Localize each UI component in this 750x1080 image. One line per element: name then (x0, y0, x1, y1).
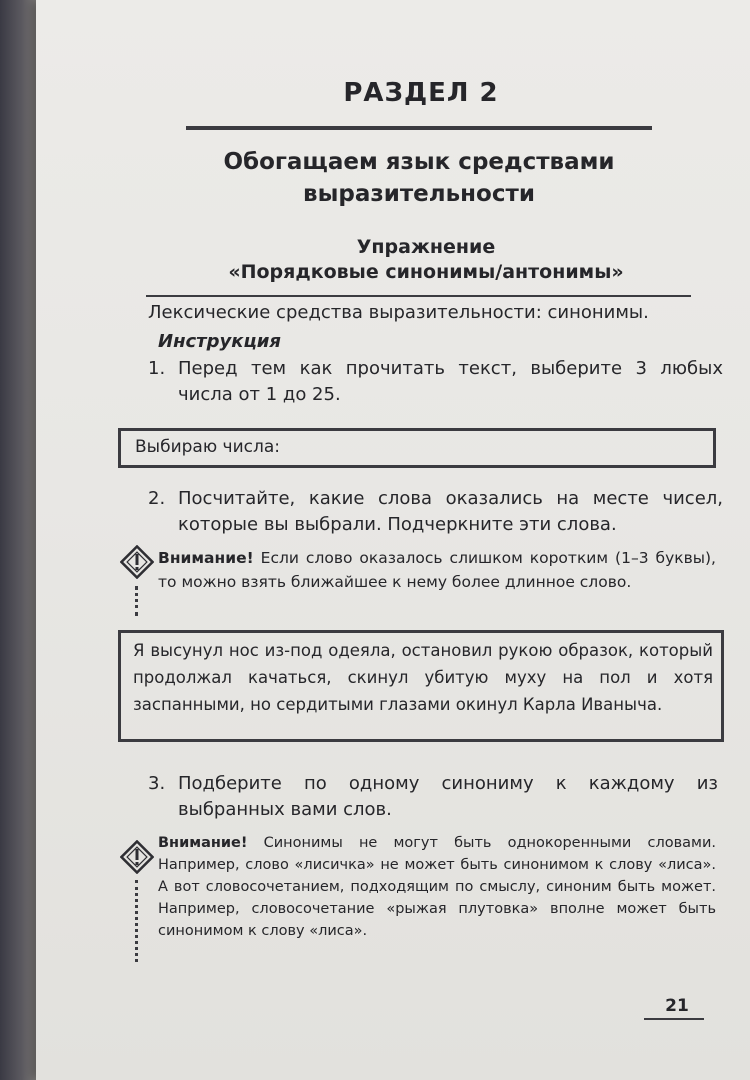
book-page (36, 0, 750, 1080)
step-text: Посчитайте, какие слова оказались на месте чисел, которые вы выбрали. Подчеркните эти слова. (178, 488, 723, 535)
section-title-line2: выразительности (303, 181, 535, 207)
step-number: 3. (148, 773, 166, 794)
page-number: 21 (665, 996, 689, 1016)
warning-diamond-icon (120, 545, 154, 579)
attention-label: Внимание! (158, 549, 254, 567)
lexical-means-text: Лексические средства выразительности: синонимы. (148, 302, 649, 323)
step-text: Подберите по одному синониму к каждому из выбранных вами слов. (178, 773, 718, 820)
passage-text: Я высунул нос из-под одеяла, остановил рукою образок, который продолжал качаться, скинул убитую муху на пол и хотя заспанными, но сердитыми глазами окинул Карла Иваныча. (133, 641, 713, 714)
step-2 (148, 486, 723, 538)
attention-text: Синонимы не могут быть однокоренными словами. Например, слово «лисичка» не может быть синонимом к слову «лиса». А вот словосочетанием, подходящим по смыслу, синоним быть может. Например, словосочетание «рыжая плутовка» вполне может быть синонимом к слову «лиса». (158, 835, 716, 939)
warning-diamond-icon (120, 840, 154, 874)
attention-note-2 (158, 832, 716, 942)
attention-label: Внимание! (158, 835, 248, 851)
page-number-rule (644, 1018, 704, 1020)
section-heading: РАЗДЕЛ 2 (343, 78, 499, 108)
choice-box (118, 428, 716, 468)
choice-label: Выбираю числа: (135, 437, 280, 457)
step-text: Перед тем как прочитать текст, выберите 3 любых числа от 1 до 25. (178, 358, 723, 405)
step-1 (148, 356, 723, 408)
exercise-divider (146, 295, 691, 297)
instruction-label: Инструкция (158, 331, 281, 352)
note-dotted-line (135, 586, 142, 616)
note-dotted-line (135, 880, 142, 962)
background-edge (0, 0, 40, 1080)
attention-text: Если слово оказалось слишком коротким (1–3 буквы), то можно взять ближайшее к нему более длинное слово. (158, 549, 716, 591)
exercise-label: Упражнение (356, 236, 496, 258)
exercise-name: «Порядковые синонимы/антонимы» (228, 261, 624, 283)
step-3 (148, 771, 718, 823)
step-number: 2. (148, 488, 166, 509)
section-title-line1: Обогащаем язык средствами (223, 149, 615, 175)
step-number: 1. (148, 358, 166, 379)
passage-box (118, 630, 724, 742)
section-divider (186, 126, 652, 130)
section-title (186, 146, 652, 210)
attention-note-1 (158, 546, 716, 594)
